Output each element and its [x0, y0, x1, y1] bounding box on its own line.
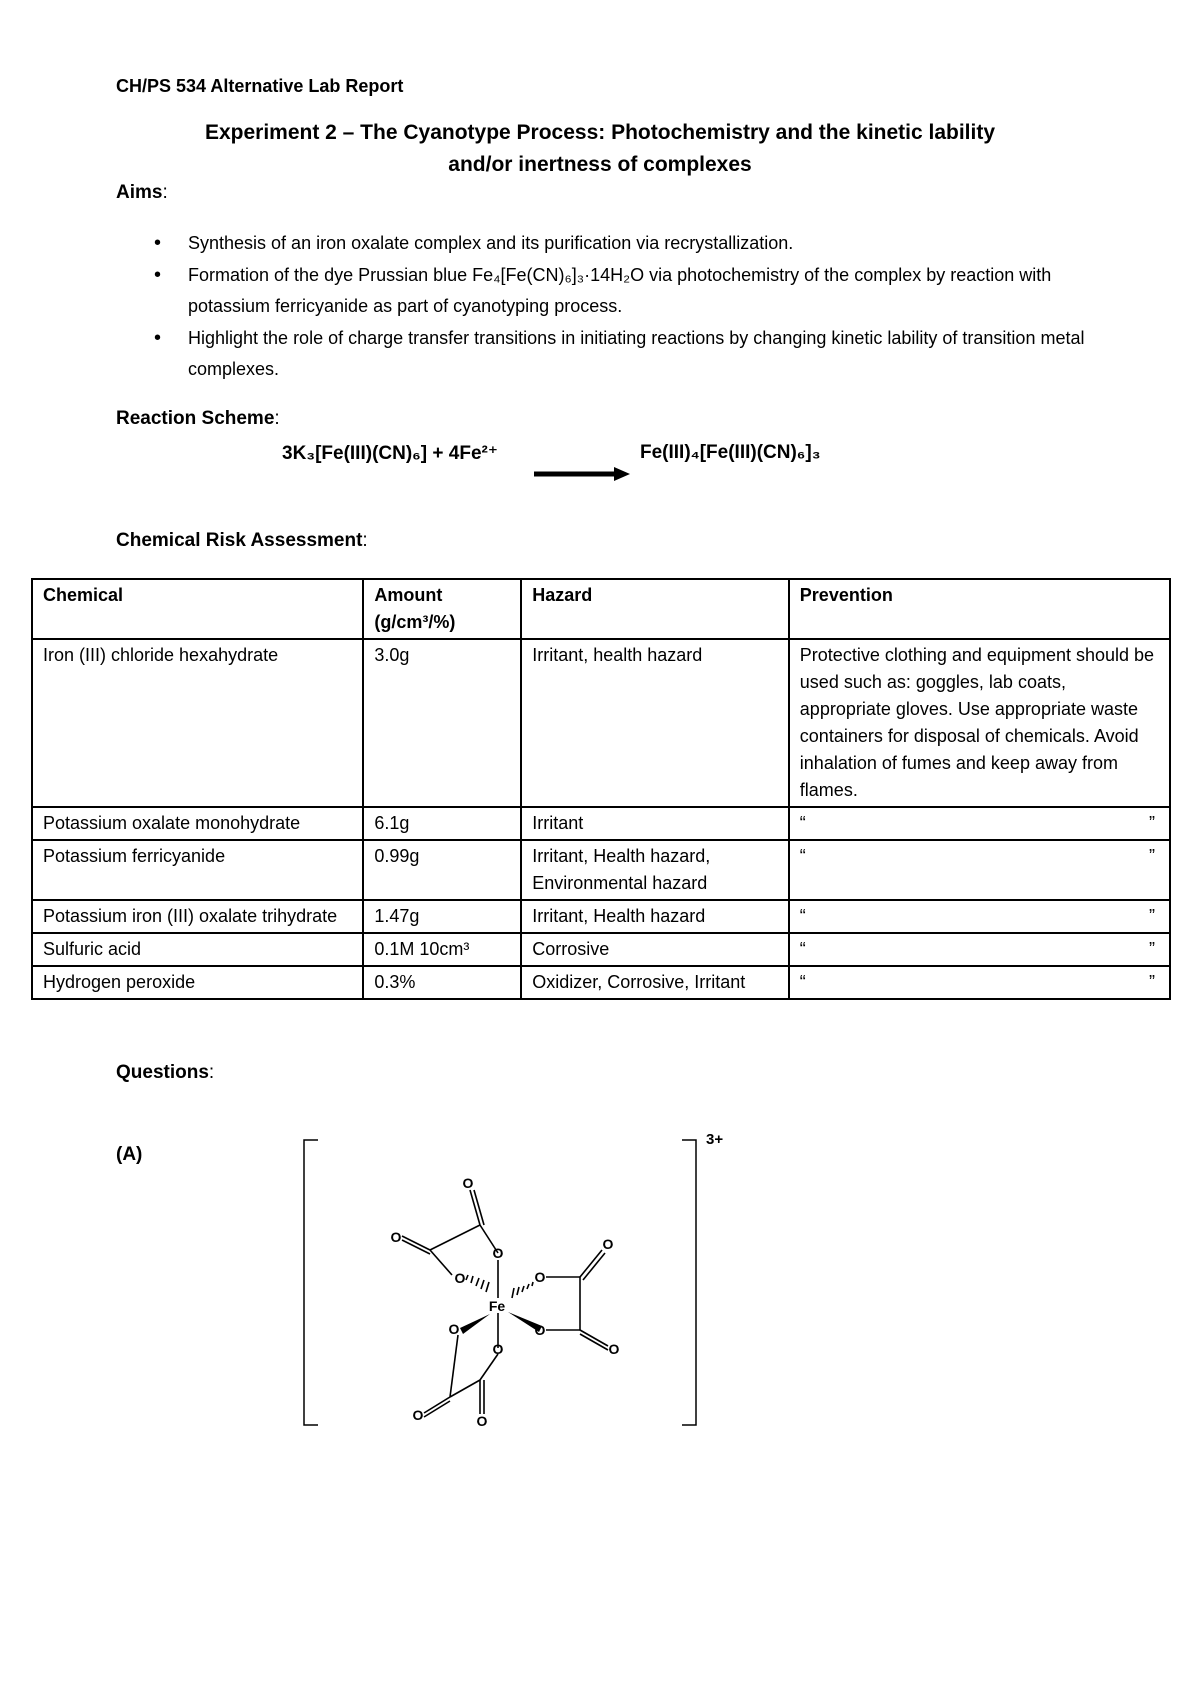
atom-labels — [391, 1175, 620, 1429]
oxygen-atom: O — [534, 1322, 546, 1338]
oxygen-atom: O — [492, 1245, 504, 1261]
amount-cell: 0.1M 10cm³ — [363, 933, 521, 966]
table-row — [32, 966, 1170, 999]
oxygen-atom: O — [492, 1341, 504, 1357]
prevention-cell — [789, 840, 1170, 900]
oxygen-atom: O — [608, 1341, 620, 1357]
amount-cell: 0.3% — [363, 966, 521, 999]
chemical-cell: Potassium ferricyanide — [32, 840, 363, 900]
experiment-title — [100, 117, 1100, 181]
left-bracket — [304, 1140, 318, 1425]
prevention-cell: Protective clothing and equipment should be used such as: goggles, lab coats, appropriate gloves. Use appropriate waste containers for disposal of chemicals. Avoid inhalation of fumes and keep away from flames. — [789, 639, 1170, 807]
prevention-cell — [789, 807, 1170, 840]
chemical-cell: Potassium oxalate monohydrate — [32, 807, 363, 840]
chemical-cell: Hydrogen peroxide — [32, 966, 363, 999]
oxygen-atom: O — [602, 1236, 614, 1252]
reaction-products: Fe(III)₄[Fe(III)(CN)₆]₃ — [640, 442, 821, 463]
aims-item: • Highlight the role of charge transfer transitions in initiating reactions by changing kinetic lability of transition metal complexes. — [116, 323, 1096, 385]
aims-list — [116, 228, 1096, 386]
course-title: CH/PS 534 Alternative Lab Report — [116, 76, 404, 96]
hashed-wedge-bonds — [466, 1275, 533, 1298]
amount-cell: 1.47g — [363, 900, 521, 933]
oxygen-atom: O — [462, 1175, 474, 1191]
oxygen-atom: O — [454, 1270, 466, 1286]
risk-assessment-table — [31, 578, 1171, 1000]
ditto-marks: “ ” — [799, 846, 1155, 866]
table-row — [32, 933, 1170, 966]
questions-heading: Questions: — [116, 1062, 215, 1083]
wedge-bond — [460, 1314, 490, 1334]
oxygen-atom: O — [390, 1229, 402, 1245]
iron-atom: Fe — [488, 1298, 506, 1314]
charge-label: 3+ — [706, 1131, 724, 1148]
table-header-row — [32, 579, 1170, 639]
question-a-label: (A) — [116, 1144, 143, 1165]
hazard-cell: Irritant — [521, 807, 789, 840]
amount-cell: 6.1g — [363, 807, 521, 840]
ditto-marks: “ ” — [799, 972, 1155, 992]
hazard-cell: Irritant, Health hazard — [521, 900, 789, 933]
ditto-marks: “ ” — [799, 906, 1155, 926]
hazard-cell: Irritant, health hazard — [521, 639, 789, 807]
reaction-reactants: 3K₃[Fe(III)(CN)₆] + 4Fe²⁺ — [282, 443, 498, 464]
prevention-cell — [789, 933, 1170, 966]
column-header: Prevention — [789, 579, 1170, 639]
title-line-2: and/or inertness of complexes — [448, 153, 752, 176]
ditto-marks: “ ” — [799, 939, 1155, 959]
ditto-marks: “ ” — [799, 813, 1155, 833]
oxygen-atom: O — [476, 1413, 488, 1429]
aims-heading: Aims: — [116, 182, 168, 203]
prevention-cell — [789, 966, 1170, 999]
hazard-cell: Irritant, Health hazard, Environmental hazard — [521, 840, 789, 900]
right-bracket — [682, 1140, 696, 1425]
column-header: Amount (g/cm³/%) — [363, 579, 521, 639]
aims-item: • Synthesis of an iron oxalate complex and its purification via recrystallization. — [116, 228, 1096, 259]
reaction-arrow-icon — [532, 464, 632, 484]
amount-cell: 0.99g — [363, 840, 521, 900]
hazard-cell: Oxidizer, Corrosive, Irritant — [521, 966, 789, 999]
column-header: Hazard — [521, 579, 789, 639]
risk-assessment-heading: Chemical Risk Assessment: — [116, 530, 368, 551]
column-header: Chemical — [32, 579, 363, 639]
reaction-scheme-heading: Reaction Scheme: — [116, 408, 280, 429]
title-line-1: Experiment 2 – The Cyanotype Process: Photochemistry and the kinetic lability — [204, 121, 996, 144]
oxygen-atom: O — [412, 1407, 424, 1423]
chemical-cell: Sulfuric acid — [32, 933, 363, 966]
table-row — [32, 639, 1170, 807]
table-row — [32, 900, 1170, 933]
iron-oxalate-complex-structure — [290, 1120, 730, 1450]
table-row — [32, 840, 1170, 900]
chemical-cell: Potassium iron (III) oxalate trihydrate — [32, 900, 363, 933]
aims-item: • Formation of the dye Prussian blue Fe₄[Fe(CN)₆]₃·14H₂O via photochemistry of the complex by reaction with potassium ferricyanide as part of cyanotyping process. — [116, 260, 1096, 322]
hazard-cell: Corrosive — [521, 933, 789, 966]
table-row — [32, 807, 1170, 840]
oxygen-atom: O — [534, 1269, 546, 1285]
amount-cell: 3.0g — [363, 639, 521, 807]
prevention-cell — [789, 900, 1170, 933]
oxygen-atom: O — [448, 1321, 460, 1337]
chemical-cell: Iron (III) chloride hexahydrate — [32, 639, 363, 807]
